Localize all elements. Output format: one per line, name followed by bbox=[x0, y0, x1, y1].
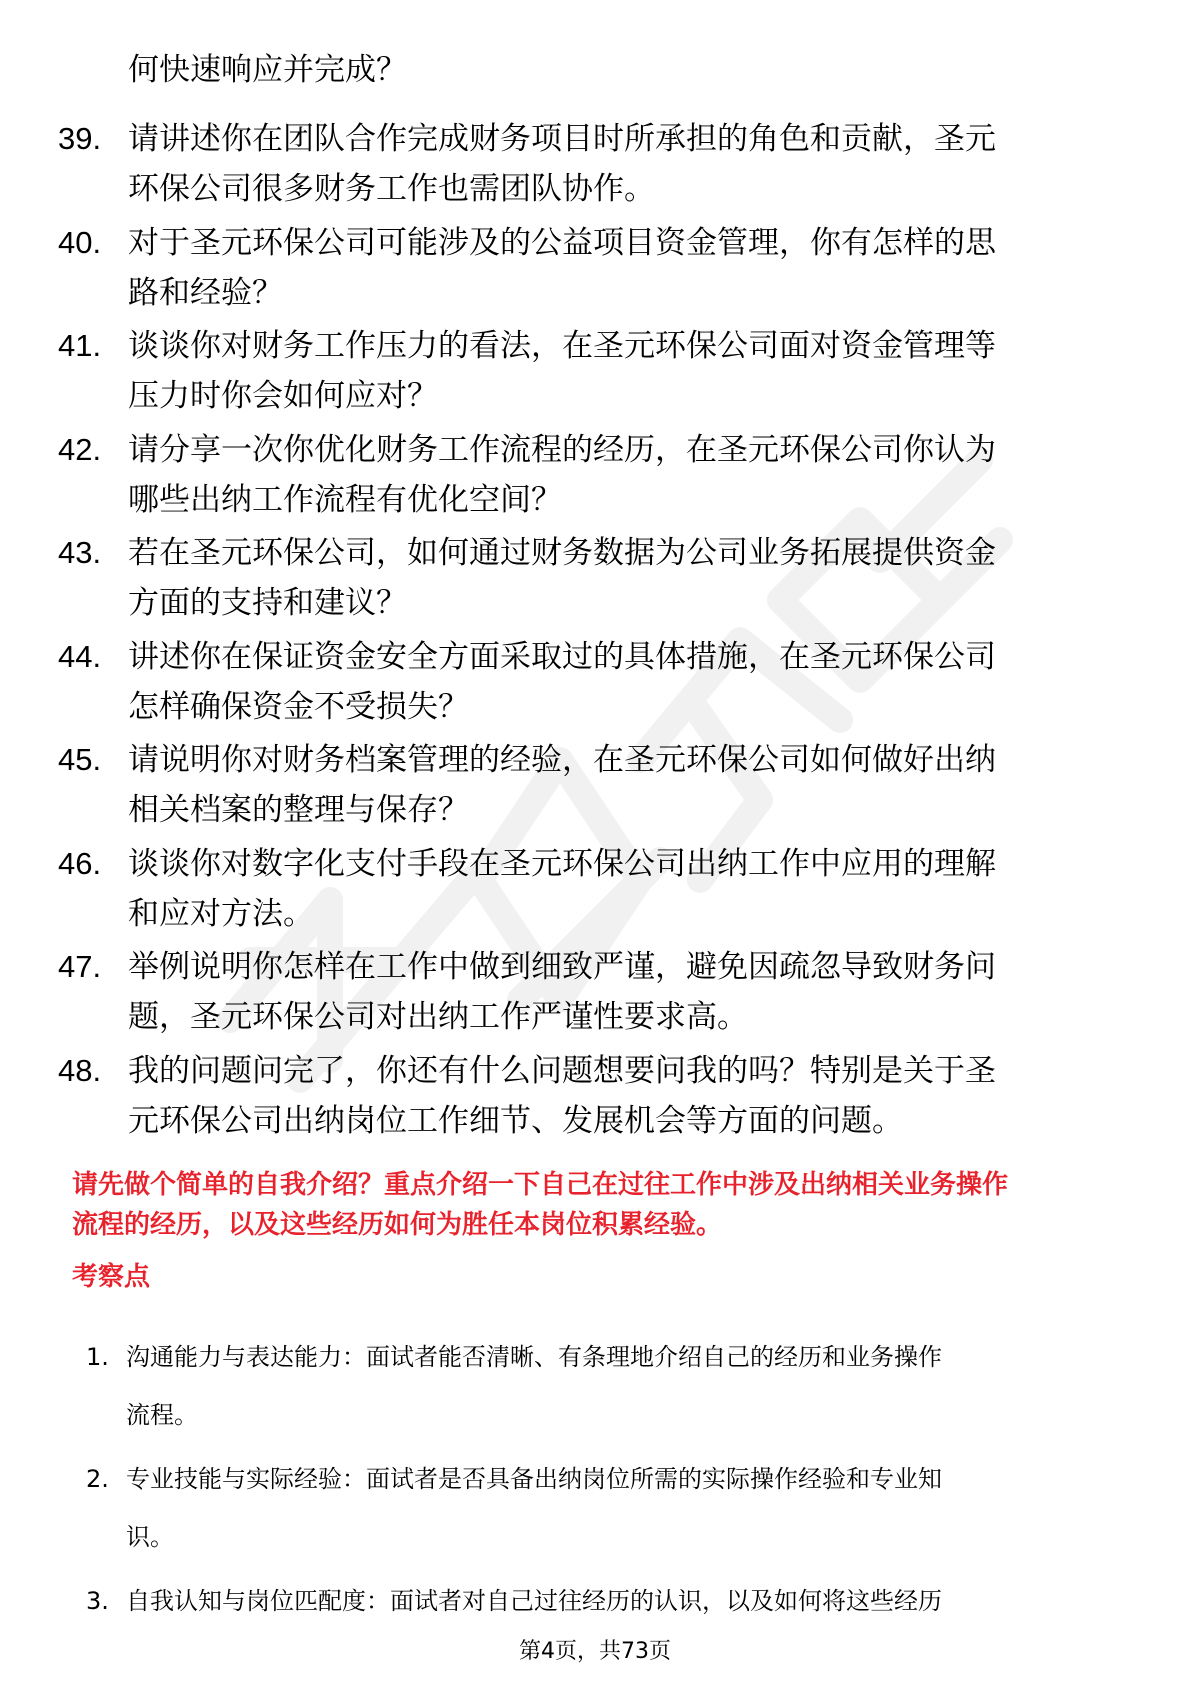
question-item bbox=[58, 528, 1118, 632]
question-text-line: 压力时你会如何应对？ bbox=[128, 378, 438, 414]
question-list bbox=[58, 114, 1118, 1149]
question-text-line: 元环保公司出纳岗位工作细节、发展机会等方面的问题。 bbox=[128, 1102, 903, 1139]
question-text-line: 讲述你在保证资金安全方面采取过的具体措施，在圣元环保公司 bbox=[128, 638, 996, 675]
question-text bbox=[128, 632, 1113, 732]
question-text-line: 举例说明你怎样在工作中做到细致严谨，避免因疏忽导致财务问 bbox=[128, 949, 996, 985]
assessment-point-line: 专业技能与实际经验：面试者是否具备出纳岗位所需的实际操作经验和专业知 bbox=[126, 1465, 942, 1493]
section-title: 考察点 bbox=[72, 1262, 151, 1292]
question-text-line: 我的问题问完了，你还有什么问题想要问我的吗？特别是关于圣 bbox=[128, 1052, 996, 1089]
question-number: 40. bbox=[58, 224, 102, 260]
assessment-point-text bbox=[126, 1450, 1126, 1566]
question-item bbox=[58, 321, 1118, 425]
question-text-line: 谈谈你对数字化支付手段在圣元环保公司出纳工作中应用的理解 bbox=[128, 845, 996, 882]
question-text bbox=[128, 114, 1113, 214]
assessment-point-line: 自我认知与岗位匹配度：面试者对自己过往经历的认识，以及如何将这些经历 bbox=[126, 1587, 942, 1615]
question-item bbox=[58, 218, 1118, 322]
question-text-line: 题，圣元环保公司对出纳工作严谨性要求高。 bbox=[128, 999, 748, 1035]
question-text-line: 请分享一次你优化财务工作流程的经历，在圣元环保公司你认为 bbox=[128, 431, 996, 468]
assessment-point-line: 识。 bbox=[126, 1523, 174, 1551]
highlighted-question bbox=[72, 1165, 1122, 1245]
question-text-line: 请说明你对财务档案管理的经验，在圣元环保公司如何做好出纳 bbox=[128, 742, 996, 778]
assessment-point-text bbox=[126, 1572, 1126, 1630]
assessment-point bbox=[72, 1450, 1132, 1572]
highlighted-question-line-1: 请先做个简单的自我介绍？重点介绍一下自己在过往工作中涉及出纳相关业务操作 bbox=[72, 1170, 1009, 1200]
question-number: 46. bbox=[58, 845, 102, 881]
question-number: 44. bbox=[58, 638, 102, 674]
question-text bbox=[128, 218, 1113, 318]
highlighted-question-line-2: 流程的经历，以及这些经历如何为胜任本岗位积累经验。 bbox=[72, 1210, 723, 1240]
question-number: 48. bbox=[58, 1052, 102, 1088]
question-item bbox=[58, 1046, 1118, 1150]
question-text-line: 怎样确保资金不受损失？ bbox=[128, 688, 469, 725]
question-text bbox=[128, 528, 1113, 628]
assessment-point-line: 流程。 bbox=[126, 1401, 198, 1429]
question-text-line: 路和经验？ bbox=[128, 274, 283, 311]
question-item bbox=[58, 425, 1118, 529]
question-text bbox=[128, 942, 1113, 1042]
question-number: 39. bbox=[58, 121, 102, 156]
question-text-line: 对于圣元环保公司可能涉及的公益项目资金管理，你有怎样的思 bbox=[128, 224, 996, 261]
continued-question-line: 何快速响应并完成？ bbox=[128, 52, 407, 88]
question-item bbox=[58, 114, 1118, 218]
question-text-line: 和应对方法。 bbox=[128, 895, 314, 932]
question-number: 42. bbox=[58, 431, 102, 467]
question-number: 45. bbox=[58, 742, 102, 777]
question-number: 43. bbox=[58, 535, 102, 570]
question-text-line: 哪些出纳工作流程有优化空间？ bbox=[128, 481, 562, 518]
question-text-line: 环保公司很多财务工作也需团队协作。 bbox=[128, 171, 655, 207]
assessment-point bbox=[72, 1328, 1132, 1450]
assessment-point bbox=[72, 1572, 1132, 1694]
question-text bbox=[128, 1046, 1113, 1146]
assessment-point-number: 3. bbox=[86, 1587, 109, 1615]
assessment-point-line: 沟通能力与表达能力：面试者能否清晰、有条理地介绍自己的经历和业务操作 bbox=[126, 1343, 942, 1371]
question-text bbox=[128, 321, 1113, 421]
question-text bbox=[128, 735, 1113, 835]
question-text-line: 相关档案的整理与保存？ bbox=[128, 792, 469, 828]
question-text bbox=[128, 425, 1113, 525]
question-item bbox=[58, 632, 1118, 736]
page-footer: 第4页，共73页 bbox=[519, 1639, 671, 1664]
question-item bbox=[58, 839, 1118, 943]
assessment-point-number: 2. bbox=[86, 1465, 109, 1493]
assessment-point-number: 1. bbox=[86, 1343, 109, 1371]
question-number: 47. bbox=[58, 949, 102, 984]
question-text bbox=[128, 839, 1113, 939]
question-text-line: 方面的支持和建议？ bbox=[128, 585, 407, 621]
question-text-line: 若在圣元环保公司，如何通过财务数据为公司业务拓展提供资金 bbox=[128, 535, 996, 571]
question-text-line: 请讲述你在团队合作完成财务项目时所承担的角色和贡献，圣元 bbox=[128, 121, 996, 157]
question-item bbox=[58, 735, 1118, 839]
question-number: 41. bbox=[58, 328, 102, 363]
question-text-line: 谈谈你对财务工作压力的看法，在圣元环保公司面对资金管理等 bbox=[128, 328, 996, 364]
assessment-point-text bbox=[126, 1328, 1126, 1444]
question-item bbox=[58, 942, 1118, 1046]
